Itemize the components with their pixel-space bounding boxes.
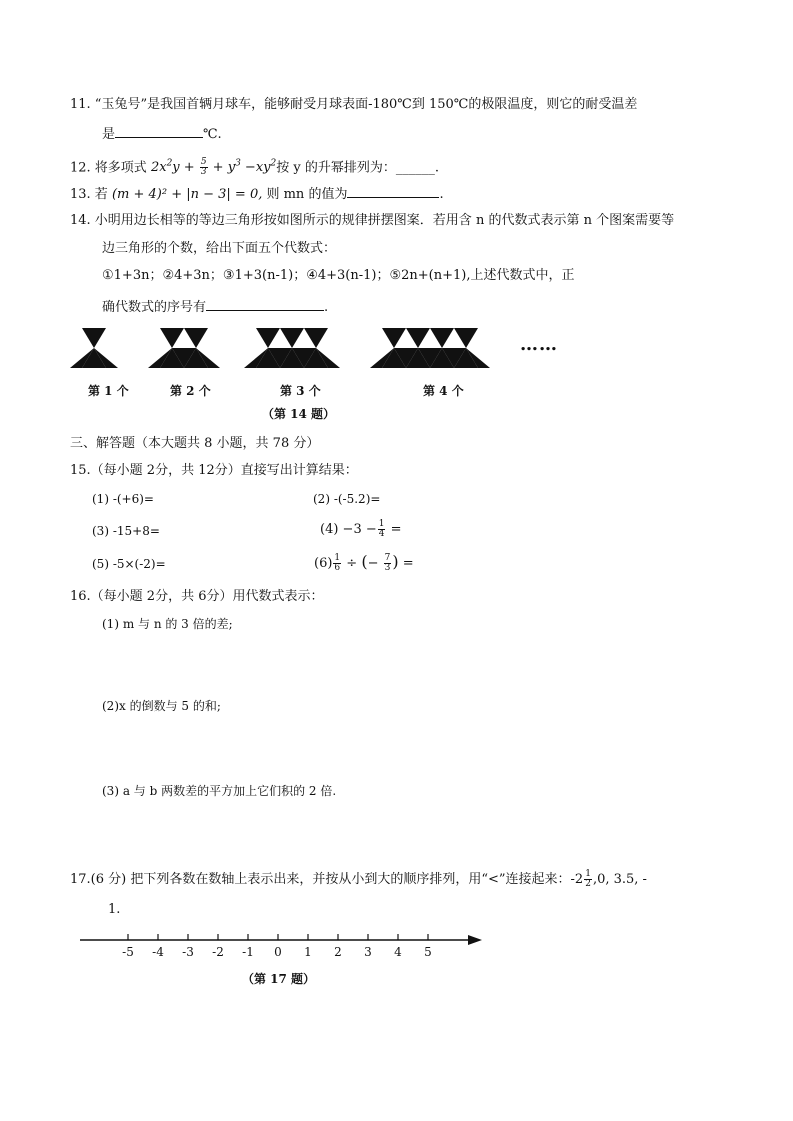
q13-answer-blank[interactable] xyxy=(347,183,439,198)
tick-label: 2 xyxy=(334,945,342,959)
q14-line4-text: 确代数式的序号有 xyxy=(102,300,207,315)
tick-label: 5 xyxy=(424,945,432,959)
q15-item-2: (2) -(-5.2)= xyxy=(313,492,381,506)
q13-equation: (m + 4)² + |n − 3| = 0, xyxy=(111,187,263,202)
q12-line xyxy=(70,155,439,177)
triangle xyxy=(94,348,118,368)
q15-item-6-text: (6) xyxy=(314,556,333,571)
tick-label: -2 xyxy=(212,945,224,959)
tick-label: 4 xyxy=(394,945,402,959)
q14-answer-blank[interactable] xyxy=(206,296,324,311)
triangle-pattern-2 xyxy=(148,328,220,368)
q14-ellipsis: …… xyxy=(520,334,558,355)
q12-suffix: 按 y 的升幂排列为：______. xyxy=(276,160,439,176)
q16-item-3: (3) a 与 b 两数差的平方加上它们积的 2 倍. xyxy=(102,784,337,798)
triangle-pattern-4 xyxy=(370,328,490,368)
q15-heading: 15.（每小题 2分，共 12分）直接写出计算结果： xyxy=(70,463,358,478)
tick-label: -4 xyxy=(152,945,164,959)
q14-caption: （第 14 题） xyxy=(262,407,336,421)
q16-item-1: (1) m 与 n 的 3 倍的差; xyxy=(102,617,233,631)
q12-polynomial: $2x^2y$ + $\frac{5}{3}$ + $y^3 -xy^2$ xyxy=(150,157,277,178)
q14-line4 xyxy=(102,296,328,317)
q14-line3: ①1+3n；②4+3n；③1+3(n-1)；④4+3(n-1)；⑤2n+(n+1),上述代数式中，正 xyxy=(102,268,575,283)
q14-line2: 边三角形的个数，给出下面五个代数式： xyxy=(102,241,337,256)
tick-label: -1 xyxy=(242,945,254,959)
q15-item-3: (3) -15+8= xyxy=(92,524,160,538)
q15-item-4: (4) −3 − $\frac{1}{4}$ = xyxy=(320,519,402,539)
q11-line1: 11. “玉兔号”是我国首辆月球车，能够耐受月球表面-180℃到 150℃的极限温度，则它的耐受温差 xyxy=(70,97,638,112)
q11-suffix: ℃. xyxy=(203,127,222,142)
tick-label: 0 xyxy=(274,945,282,959)
triangle xyxy=(70,348,94,368)
q11-prefix: 是 xyxy=(102,127,116,142)
q15-item-4-text: (4) −3 − xyxy=(320,522,377,537)
q15-item-6: (6) $\frac{1}{6}$ ÷ (− $\frac{7}{3}$ ) = xyxy=(314,552,414,573)
tick-label: 3 xyxy=(364,945,372,959)
q16-heading: 16.（每小题 2分，共 6分）用代数式表示： xyxy=(70,589,324,604)
q11-answer-blank[interactable] xyxy=(115,123,203,138)
q15-item-5: (5) -5×(-2)= xyxy=(92,557,166,571)
q14-label-3: 第 3 个 xyxy=(280,384,321,398)
q17-caption: （第 17 题） xyxy=(242,972,316,986)
q12-prefix: 12. 将多项式 xyxy=(70,160,147,176)
section-3-heading: 三、解答题（本大题共 8 小题，共 78 分） xyxy=(70,436,320,451)
q17-line1: 17.(6 分) 把下列各数在数轴上表示出来，并按从小到大的顺序排列，用“<”连接起来：-2 $\frac{1}{2}$ ,0, 3.5, - xyxy=(70,869,647,889)
number-line-arrow xyxy=(468,935,482,945)
q13-mid: 则 mn 的值为 xyxy=(262,187,348,202)
triangle-pattern-3 xyxy=(244,328,340,368)
q14-line1: 14. 小明用边长相等的等边三角形按如图所示的规律拼摆图案．若用含 n 的代数式表示第 n 个图案需要等 xyxy=(70,213,675,228)
q13-line xyxy=(70,183,444,204)
q14-label-1: 第 1 个 xyxy=(88,384,129,398)
triangle xyxy=(82,348,106,368)
q15-item-1: (1) -(+6)= xyxy=(92,492,154,506)
q14-label-2: 第 2 个 xyxy=(170,384,211,398)
tick-label: -5 xyxy=(122,945,134,959)
q14-label-4: 第 4 个 xyxy=(423,384,464,398)
triangle-pattern-1 xyxy=(70,328,118,368)
q17-line1-text: 17.(6 分) 把下列各数在数轴上表示出来，并按从小到大的顺序排列，用“<”连接起来：-2 xyxy=(70,872,584,887)
q16-item-2: (2)x 的倒数与 5 的和; xyxy=(102,699,221,713)
triangle xyxy=(82,328,106,348)
tick-label: -3 xyxy=(182,945,194,959)
number-line-ticks xyxy=(128,934,428,940)
q14-suffix: . xyxy=(324,300,329,315)
q17-line2: 1. xyxy=(108,902,121,917)
q13-suffix: . xyxy=(439,187,444,202)
q11-line2 xyxy=(102,123,222,144)
q17-line1-tail: ,0, 3.5, - xyxy=(592,872,647,887)
tick-label: 1 xyxy=(304,945,312,959)
q13-prefix: 13. 若 xyxy=(70,187,112,202)
